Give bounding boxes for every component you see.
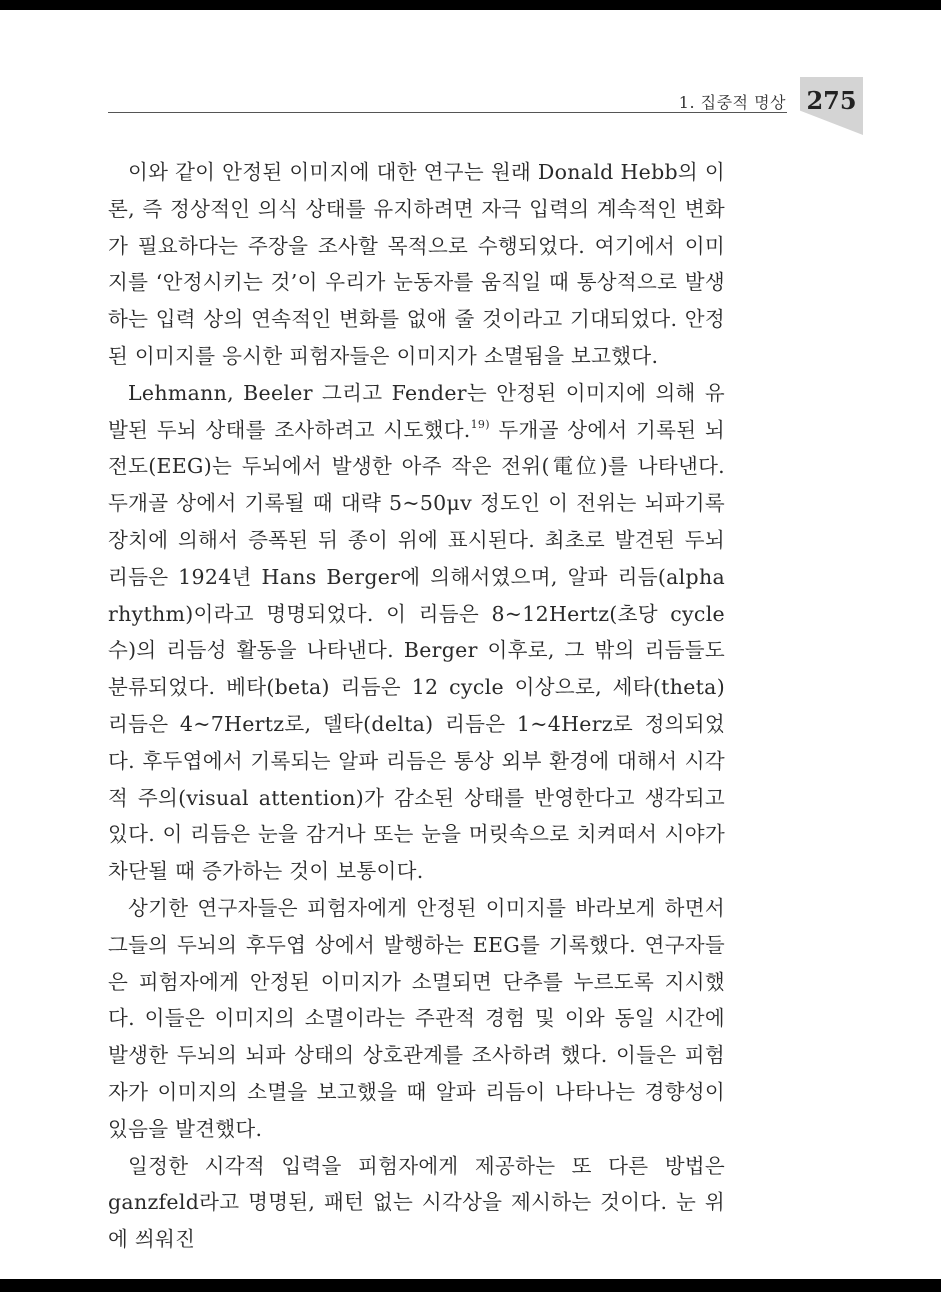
running-header-title: 1. 집중적 명상 xyxy=(678,93,786,112)
bottom-border-bar xyxy=(0,1279,941,1292)
header-rule xyxy=(108,112,787,113)
top-border-bar xyxy=(0,0,941,10)
paragraph-1: 이와 같이 안정된 이미지에 대한 연구는 원래 Donald Hebb의 이론, 즉 정상적인 의식 상태를 유지하려면 자극 입력의 계속적인 변화가 필요하다는 주장을 조사할 목적으로 수행되었다. 여기에서 이미지를 ‘안정시키는 것’이 우리가 눈동자를 움직일 때 통상적으로 발생하는 입력 상의 연속적인 변화를 없애 줄 것이라고 기대되었다. 안정된 이미지를 응시한 피험자들은 이미지가 소멸됨을 보고했다. xyxy=(108,160,725,368)
paragraph-3: 상기한 연구자들은 피험자에게 안정된 이미지를 바라보게 하면서 그들의 두뇌의 후두엽 상에서 발행하는 EEG를 기록했다. 연구자들은 피험자에게 안정된 이미지가 소멸되면 단추를 누르도록 지시했다. 이들은 이미지의 소멸이라는 주관적 경험 및 이와 동일 시간에 발생한 두뇌의 뇌파 상태의 상호관계를 조사하려 했다. 이들은 피험자가 이미지의 소멸을 보고했을 때 알파 리듬이 나타나는 경향성이 있음을 발견했다. xyxy=(108,895,725,1141)
paragraph-2-text-b: 두개골 상에서 기록된 뇌전도(EEG)는 두뇌에서 발생한 아주 작은 전위(電位)를 나타낸다. 두개골 상에서 기록될 때 대략 5~50μv 정도인 이 전위는 뇌파기록장치에 의해서 증폭된 뒤 종이 위에 표시된다. 최초로 발견된 두뇌 리듬은 1924년 Hans Berger에 의해서였으며, 알파 리듬(alpha rhythm)이라고 명명되었다. 이 리듬은 8~12Hertz(초당 cycle 수)의 리듬성 활동을 나타낸다. Berger 이후로, 그 밖의 리듬들도 분류되었다. 베타(beta) 리듬은 12 cycle 이상으로, 세타(theta) 리듬은 4~7Hertz로, 델타(delta) 리듬은 1~4Herz로 정의되었다. 후두엽에서 기록되는 알파 리듬은 통상 외부 환경에 대해서 시각적 주의(visual attention)가 감소된 상태를 반영한다고 생각되고 있다. 이 리듬은 눈을 감거나 또는 눈을 머릿속으로 치켜떠서 시야가 차단될 때 증가하는 것이 보통이다. xyxy=(108,417,726,884)
body-text xyxy=(108,154,725,1258)
paragraph-2-text-a: Lehmann, Beeler 그리고 Fender는 안정된 이미지에 의해 유발된 두뇌 상태를 조사하려고 시도했다. xyxy=(108,380,725,442)
paragraph-2 xyxy=(108,375,725,890)
paragraph-4: 일정한 시각적 입력을 피험자에게 제공하는 또 다른 방법은 ganzfeld라고 명명된, 패턴 없는 시각상을 제시하는 것이다. 눈 위에 씌워진 xyxy=(108,1153,725,1252)
footnote-reference: 19) xyxy=(470,417,490,431)
page-number: 275 xyxy=(806,86,857,115)
